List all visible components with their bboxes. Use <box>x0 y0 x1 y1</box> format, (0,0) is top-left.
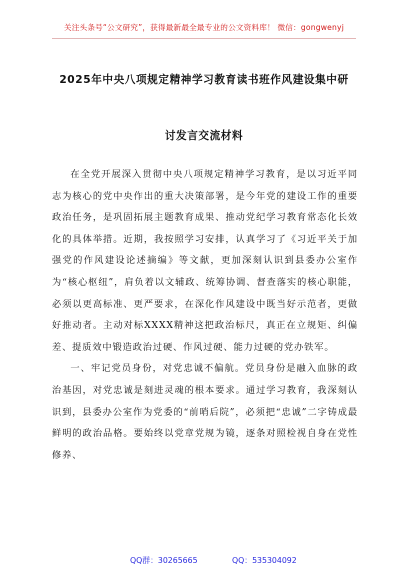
document-title-line-1: 2025年中央八项规定精神学习教育读书班作风建设集中研 <box>59 74 349 86</box>
footer-qq-contact: QQ：535304092 <box>232 556 297 565</box>
document-title-line-2: 讨发言交流材料 <box>164 130 244 142</box>
header-note: 关注头条号“公文研究”，获得最新最全最专业的公文资料库！ 微信：gongwenyj <box>63 23 345 32</box>
footer-qq-group: QQ群：30265665 <box>130 556 198 565</box>
footer <box>0 555 408 569</box>
header-divider <box>52 38 356 39</box>
document-body <box>52 164 358 466</box>
body-paragraph: 一、牢记党员身份，对党忠诚不偏航。党员身份是融入血脉的政治基因，对党忠诚是刻进灵魂的根本要求。通过学习教育，我深刻认识到，县委办公室作为党委的“前哨后院”，必须把“忠诚”二字铸成最鲜明的政治品格。要始终以党章党规为镜，逐条对照检视自身在党性修养、 <box>52 363 358 461</box>
body-paragraph: 在全党开展深入贯彻中央八项规定精神学习教育，是以习近平同志为核心的党中央作出的重大决策部署，是今年党的建设工作的重要政治任务，是巩固拓展主题教育成果、推动党纪学习教育常态化长效化的具体举措。近期，我按照学习安排，认真学习了《习近平关于加强党的作风建设论述摘编》等文献，更加深刻认识到县委办公室作为“核心枢纽”，肩负着以文辅政、统筹协调、督查落实的核心职能，必须以更高标准、更严要求，在深化作风建设中既当好示范者，更做好推动者。主动对标XXXX精神这把政治标尺，真正在立规矩、纠偏差、提质效中锻造政治过硬、作风过硬、能力过硬的党办铁军。 <box>52 169 358 353</box>
